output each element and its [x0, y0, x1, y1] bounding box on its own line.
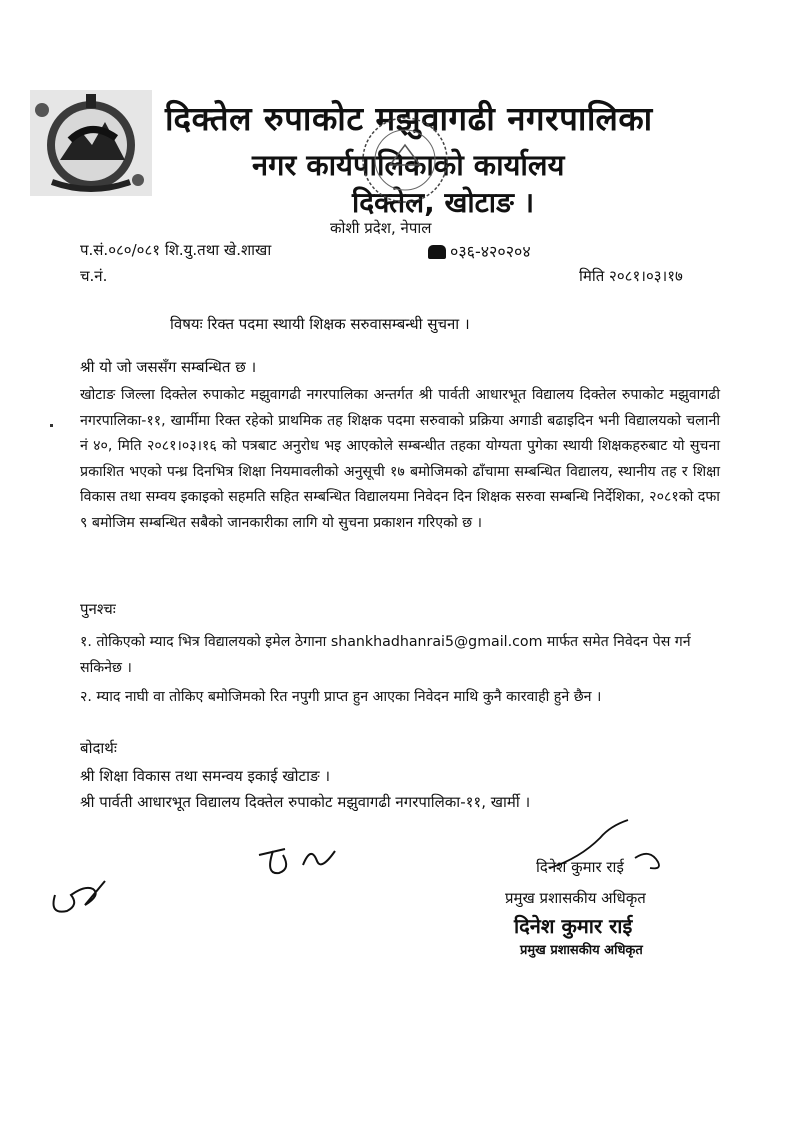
letter-date: मिति २०८१।०३।१७ — [579, 267, 683, 285]
telephone-icon — [428, 245, 446, 259]
office-location: दिक्तेल, खोटाङ । — [352, 186, 535, 219]
postscript-label: पुनश्चः — [80, 600, 116, 618]
signatory-name: दिनेश कुमार राई — [536, 858, 624, 876]
dispatch-number: च.नं. — [80, 267, 108, 285]
office-title: नगर कार्यपालिकाको कार्यालय — [252, 148, 565, 182]
phone-value: ०३६-४२०२०४ — [450, 242, 531, 261]
municipality-emblem-icon — [30, 90, 152, 196]
office-seal-stamp — [355, 110, 455, 210]
cc-item: श्री पार्वती आधारभूत विद्यालय दिक्तेल रुपाकोट मझुवागढी नगरपालिका-११, खार्मी । — [80, 793, 531, 811]
cc-item: श्री शिक्षा विकास तथा समन्वय इकाई खोटाङ । — [80, 767, 331, 785]
designation-stamp: प्रमुख प्रशासकीय अधिकृत — [520, 943, 643, 958]
body-paragraph: खोटाङ जिल्ला दिक्तेल रुपाकोट मझुवागढी नगरपालिका अन्तर्गत श्री पार्वती आधारभूत विद्यालय दिक्तेल रुपाकोट मझुवागढी नगरपालिका-११, खार्मीमा रिक्त रहेको प्राथमिक तह शिक्षक पदमा सरुवाको प्रक्रिया अगाडी बढाइदिन भनी विद्यालयको चलानी नं ४०, मिति २०८१।०३।१६ को पत्रबाट अनुरोध भइ आएकोले सम्बन्धीत तहका योग्यता पुगेका स्थायी शिक्षकहरुबाट यो सुचना प्रकाशित भएको पन्ध्र दिनभित्र शिक्षा नियमावलीको अनुसूची १७ बमोजिमको ढाँचामा सम्बन्धित विद्यालय, स्थानीय तह र शिक्षा विकास तथा सम्वय इकाइको सहमति सहित सम्बन्धित विद्यालयमा निवेदन दिन शिक्षक सरुवा सम्बन्धि निर्देशिका, २०८१को दफा ९ बमोजिम सम्बन्धित सबैको जानकारीका लागि यो सुचना प्रकाशन गरिएको छ । — [80, 387, 720, 531]
postscript-item: २. म्याद नाघी वा तोकिए बमोजिमको रित नपुगी प्राप्त हुन आएका निवेदन माथि कुनै कारवाही हुने छैन । — [80, 689, 602, 705]
phone-number — [428, 240, 531, 262]
subject-line: विषयः रिक्त पदमा स्थायी शिक्षक सरुवासम्बन्धी सुचना । — [170, 315, 470, 333]
province-line: कोशी प्रदेश, नेपाल — [330, 219, 432, 237]
reference-number: प.सं.०८०/०८१ शि.यु.तथा खे.शाखा — [80, 241, 272, 259]
salutation: श्री यो जो जससँग सम्बन्धित छ । — [80, 358, 257, 376]
name-stamp: दिनेश कुमार राई — [514, 914, 633, 938]
postscript-item: १. तोकिएको म्याद भित्र विद्यालयको इमेल ठेगाना shankhadhanrai5@gmail.com मार्फत समेत निवेदन पेस गर्न सकिनेछ । — [80, 634, 691, 676]
cc-label: बोदार्थः — [80, 739, 117, 757]
handwritten-initial-mark — [45, 875, 115, 925]
municipality-title: दिक्तेल रुपाकोट मझुवागढी नगरपालिका — [165, 99, 653, 138]
signatory-title: प्रमुख प्रशासकीय अधिकृत — [505, 889, 646, 907]
handwritten-initials — [255, 835, 355, 885]
margin-mark — [50, 424, 53, 427]
